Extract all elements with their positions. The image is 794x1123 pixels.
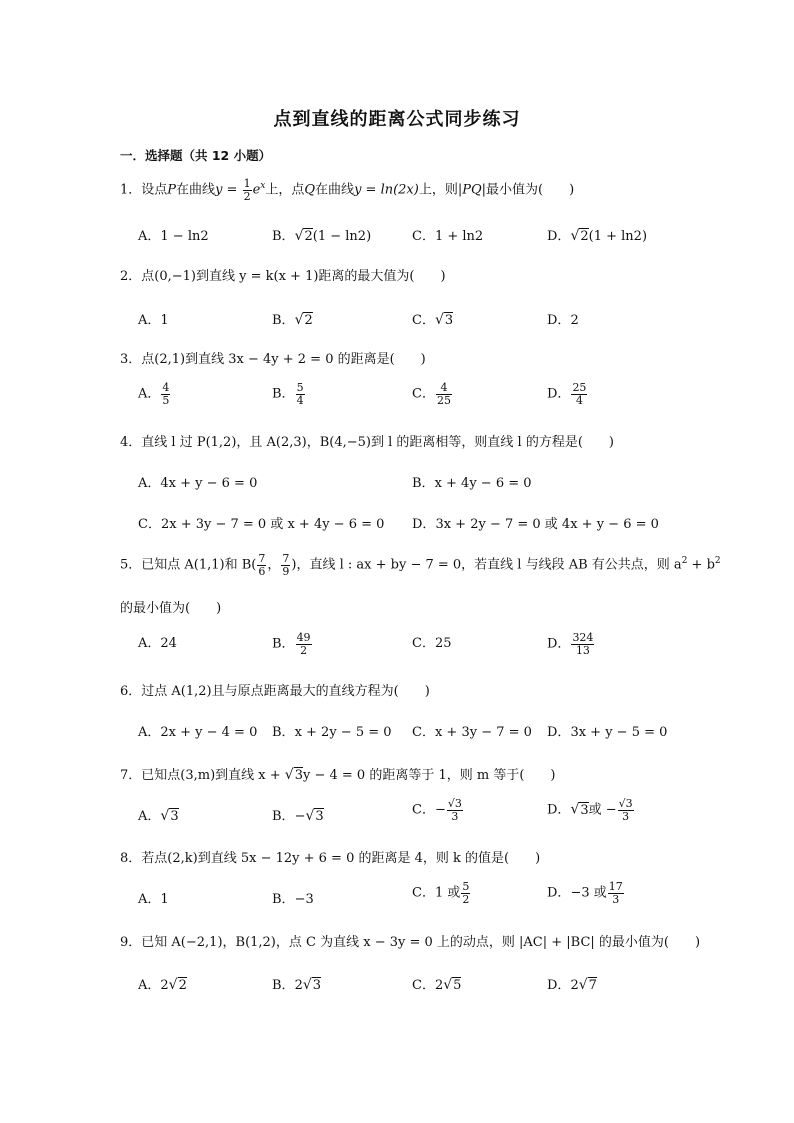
question-8: 8．若点(2,k)到直线 5x − 12y + 6 = 0 的距离是 4，则 k 的值是( ) [120, 851, 541, 866]
question-5-continued: 的最小值为( ) [120, 601, 222, 616]
question-7: 7．已知点(3,m)到直线 x + √3y − 4 = 0 的距离等于 1，则 m 等于( ) [120, 767, 556, 783]
question-2: 2．点(0,−1)到直线 y = k(x + 1)距离的最大值为( ) [120, 269, 446, 284]
q8-option-c: C．1 或 $\frac{5}{2}$ [412, 880, 470, 906]
q2-option-a: A．1 [138, 313, 169, 328]
q8-option-b: B．−3 [272, 892, 314, 907]
q1-option-c: C．1 + ln2 [412, 229, 484, 244]
q9-option-c: C．2√5 [412, 977, 462, 993]
question-9: 9．已知 A(−2,1)，B(1,2)，点 C 为直线 x − 3y = 0 上的动点，则 |AC| + |BC| 的最小值为( ) [120, 935, 701, 950]
q3-option-c: C． $\frac{4}{25}$ [412, 381, 451, 407]
q2-option-c: C．√3 [412, 312, 454, 328]
q5-option-b: B． $\frac{49}{2}$ [272, 631, 311, 657]
q5-option-c: C．25 [412, 636, 452, 651]
question-5: 5．已知点 A(1,1)和 B( $\frac{7}{6}$ ， $\frac{7}{9}$ )，直线 l : ax + by − 7 = 0，若直线 l 与线段 AB 有公共点，则 $a^2 + b^2$ [120, 552, 721, 578]
q4-option-d: D．3x + 2y − 7 = 0 或 4x + y − 6 = 0 [412, 517, 659, 532]
q2-option-d: D．2 [547, 313, 579, 328]
q6-option-d: D．3x + y − 5 = 0 [547, 725, 668, 740]
q1-option-a: A．1 − ln2 [138, 229, 209, 244]
q1-option-d: D．√2(1 + ln2) [547, 228, 648, 244]
q7-option-a: A．√3 [138, 808, 179, 824]
q9-option-b: B．2√3 [272, 977, 322, 993]
q4-option-b: B．x + 4y − 6 = 0 [412, 476, 532, 491]
q6-option-b: B．x + 2y − 5 = 0 [272, 725, 392, 740]
question-3: 3．点(2,1)到直线 3x − 4y + 2 = 0 的距离是( ) [120, 352, 426, 367]
q8-option-a: A．1 [138, 892, 169, 907]
q7-option-b: B．−√3 [272, 808, 324, 824]
section-heading: 一．选择题（共 12 小题） [120, 148, 272, 163]
q5-option-a: A．24 [138, 636, 177, 651]
question-6: 6．过点 A(1,2)且与原点距离最大的直线方程为( ) [120, 684, 430, 699]
q3-option-d: D． $\frac{25}{4}$ [547, 381, 587, 407]
q9-option-a: A．2√2 [138, 977, 187, 993]
q4-option-c: C．2x + 3y − 7 = 0 或 x + 4y − 6 = 0 [138, 517, 385, 532]
q5-option-d: D． $\frac{324}{13}$ [547, 631, 594, 657]
q6-option-a: A．2x + y − 4 = 0 [138, 725, 258, 740]
page-title: 点到直线的距离公式同步练习 [273, 109, 521, 130]
q9-option-d: D．2√7 [547, 977, 597, 993]
q3-option-b: B． $\frac{5}{4}$ [272, 381, 304, 407]
q4-option-a: A．4x + y − 6 = 0 [138, 476, 258, 491]
q7-option-c: C．− $\frac{√3}{3}$ [412, 797, 462, 823]
question-1: 1．设点P在曲线y = $\frac{1}{2}$ $e^x$上，点Q在曲线y = ln(2x)上，则|PQ|最小值为( ) [120, 177, 575, 203]
q3-option-a: A． $\frac{4}{5}$ [138, 381, 170, 407]
q1-option-b: B．√2(1 − ln2) [272, 228, 372, 244]
q7-option-d: D．√3或 − $\frac{√3}{3}$ [547, 797, 633, 823]
q8-option-d: D．−3 或 $\frac{17}{3}$ [547, 880, 623, 906]
question-4: 4．直线 l 过 P(1,2)，且 A(2,3)，B(4,−5)到 l 的距离相等，则直线 l 的方程是( ) [120, 435, 614, 450]
q2-option-b: B．√2 [272, 312, 313, 328]
q6-option-c: C．x + 3y − 7 = 0 [412, 725, 532, 740]
